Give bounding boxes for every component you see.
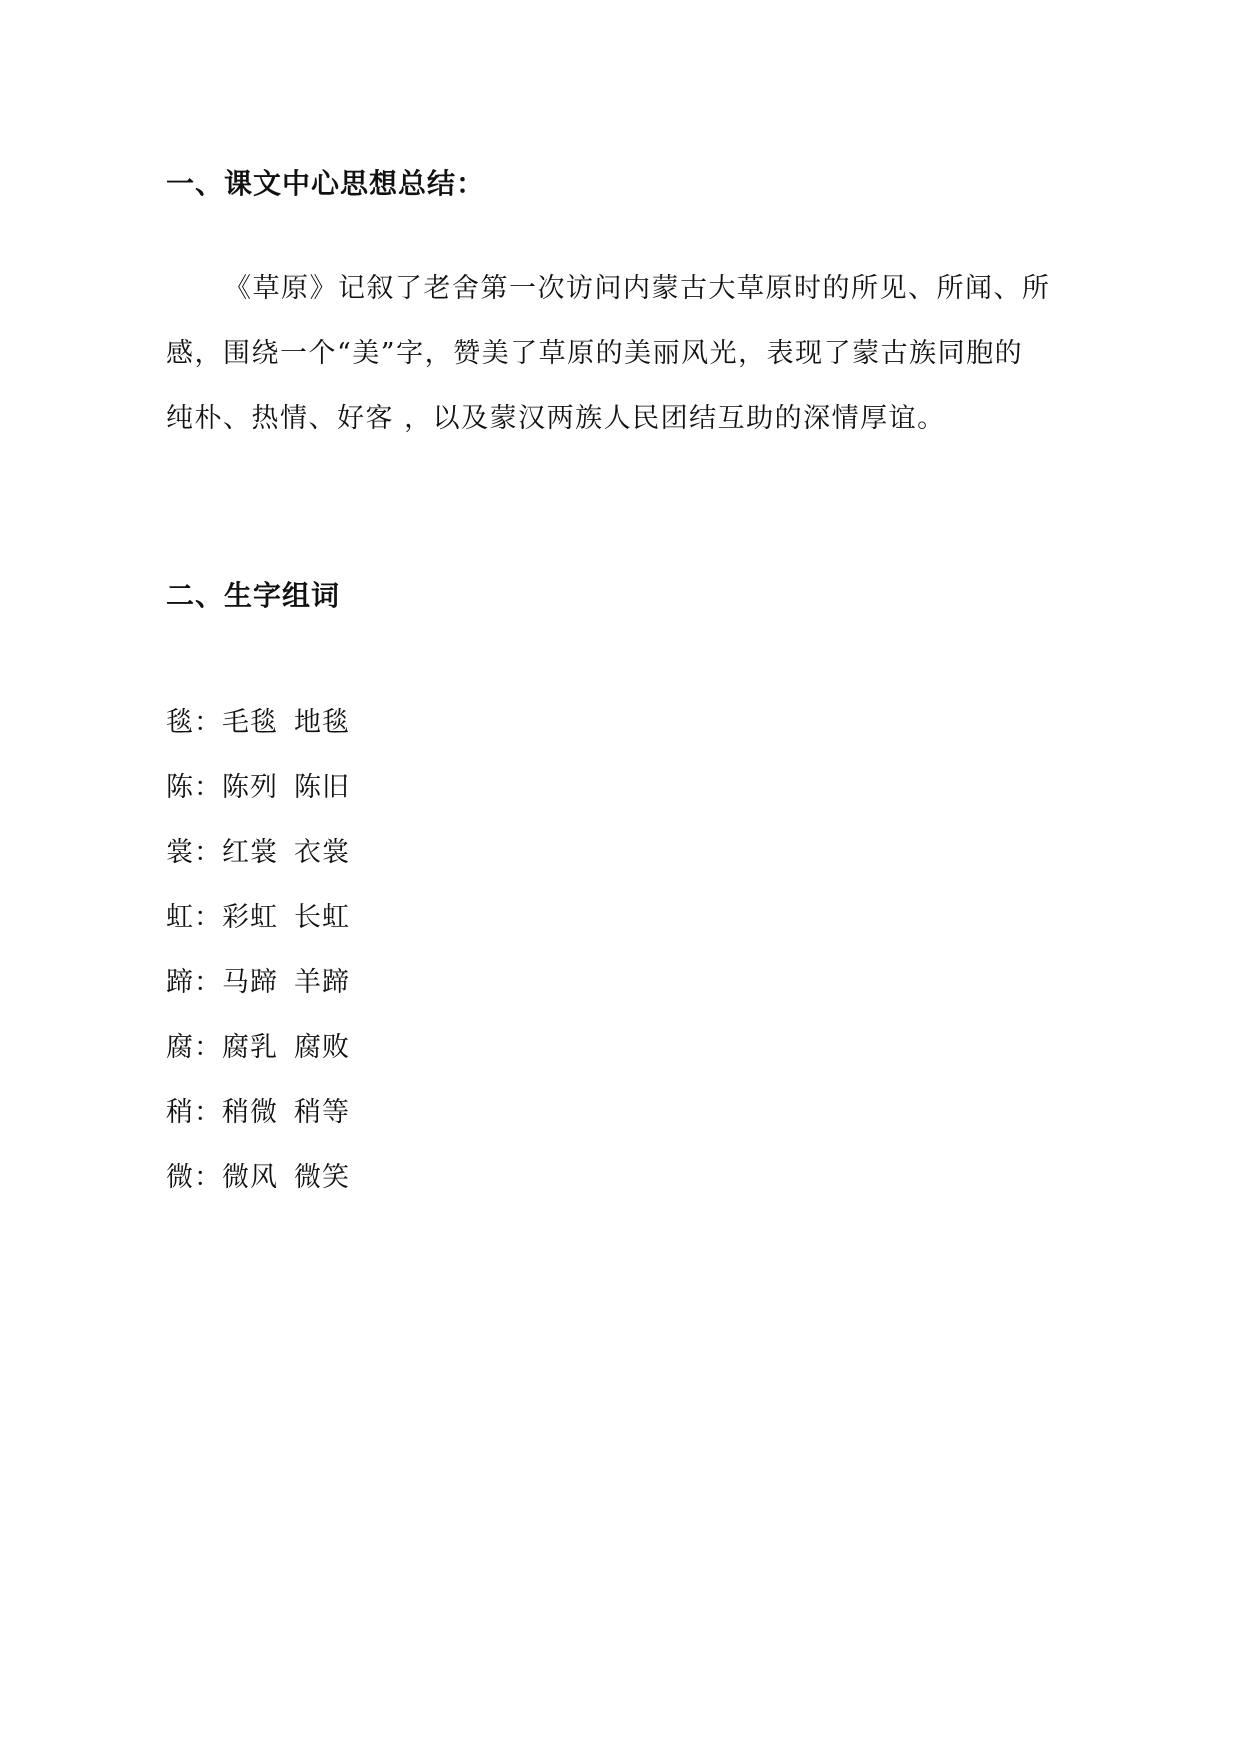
- vocab-char: 稍：: [166, 1097, 222, 1128]
- vocab-word: 腐败: [294, 1032, 350, 1063]
- vocab-char: 毯：: [166, 707, 222, 738]
- vocab-item: [166, 1095, 350, 1160]
- vocab-item: [166, 965, 350, 1030]
- vocab-char: 陈：: [166, 772, 222, 803]
- vocab-word: 长虹: [294, 902, 350, 933]
- vocab-item: [166, 835, 350, 900]
- vocab-word: 腐乳: [222, 1032, 278, 1063]
- section-heading-summary: 一、课文中心思想总结：: [166, 167, 486, 200]
- vocab-char: 裳：: [166, 837, 222, 868]
- paragraph-line: 《草原》记叙了老舍第一次访问内蒙古大草原时的所见、所闻、所: [224, 273, 1051, 304]
- vocab-item: [166, 770, 350, 835]
- vocab-word: 稍等: [294, 1097, 350, 1128]
- vocab-word: 陈列: [222, 772, 278, 803]
- vocab-word: 微风: [222, 1162, 278, 1193]
- paragraph-line: 感，围绕一个“美”字，赞美了草原的美丽风光，表现了蒙古族同胞的: [166, 338, 1024, 369]
- vocab-word: 陈旧: [294, 772, 350, 803]
- summary-paragraph: [166, 256, 1086, 451]
- vocab-item: [166, 1160, 350, 1225]
- vocabulary-list: [166, 705, 350, 1225]
- section-heading-vocabulary: 二、生字组词: [166, 579, 341, 612]
- vocab-char: 虹：: [166, 902, 222, 933]
- vocab-char: 蹄：: [166, 967, 222, 998]
- vocab-char: 腐：: [166, 1032, 222, 1063]
- vocab-word: 稍微: [222, 1097, 278, 1128]
- vocab-word: 衣裳: [294, 837, 350, 868]
- vocab-word: 地毯: [294, 707, 350, 738]
- vocab-char: 微：: [166, 1162, 222, 1193]
- vocab-word: 毛毯: [222, 707, 278, 738]
- vocab-word: 彩虹: [222, 902, 278, 933]
- vocab-item: [166, 900, 350, 965]
- vocab-item: [166, 1030, 350, 1095]
- vocab-word: 马蹄: [222, 967, 278, 998]
- paragraph-line: 纯朴、热情、好客 ，以及蒙汉两族人民团结互助的深情厚谊。: [166, 403, 946, 434]
- vocab-item: [166, 705, 350, 770]
- vocab-word: 羊蹄: [294, 967, 350, 998]
- vocab-word: 微笑: [294, 1162, 350, 1193]
- vocab-word: 红裳: [222, 837, 278, 868]
